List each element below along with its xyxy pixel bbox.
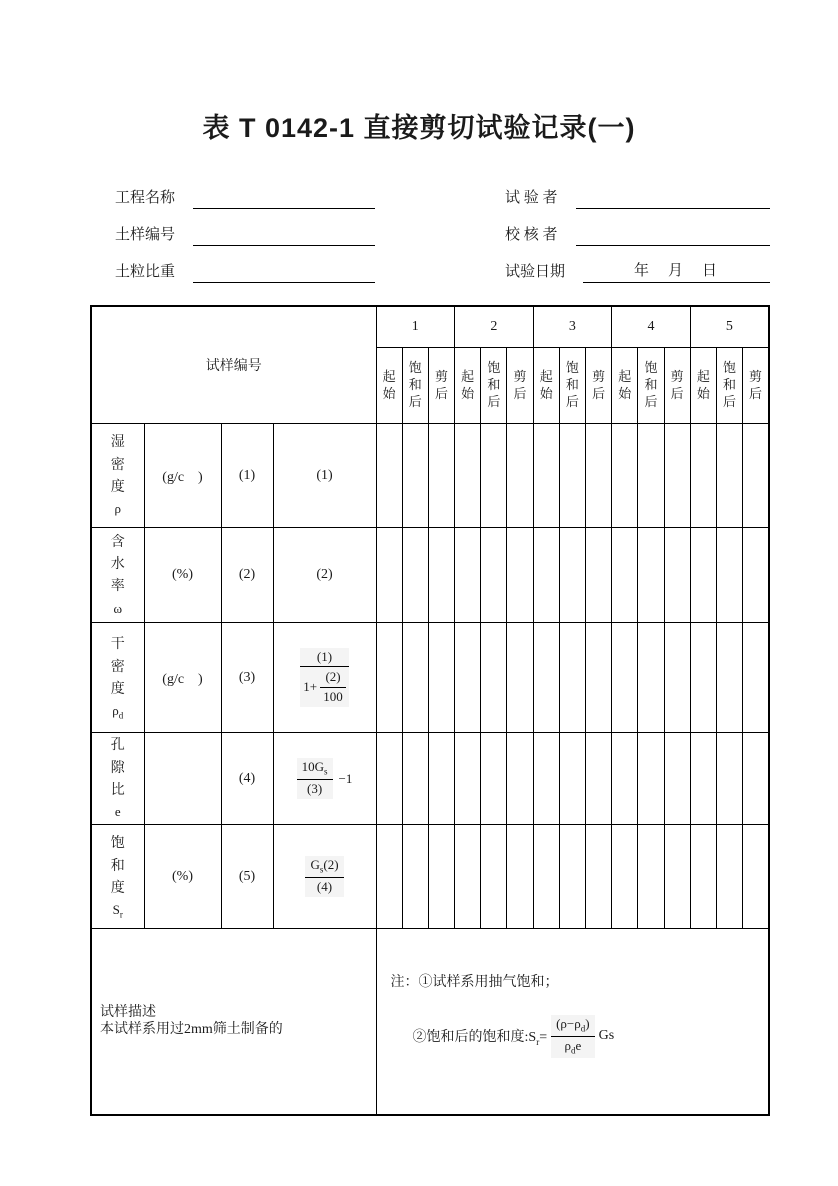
data-cell xyxy=(586,528,612,623)
sample-description-text: 本试样系用过2mm筛土制备的 xyxy=(100,1021,283,1037)
data-cell xyxy=(690,623,716,733)
data-cell xyxy=(507,623,533,733)
data-cell xyxy=(481,424,507,528)
data-cell xyxy=(612,424,638,528)
field-test-date xyxy=(505,246,770,283)
row-number-cell: (1) xyxy=(221,424,273,528)
formula-cell: (1) xyxy=(273,424,376,528)
data-cell xyxy=(507,528,533,623)
data-cell xyxy=(507,424,533,528)
data-cell xyxy=(743,424,769,528)
data-cell xyxy=(455,623,481,733)
stage-header-initial: 起始 xyxy=(690,348,716,424)
shear-test-table xyxy=(90,305,770,1116)
formula-cell: (2) xyxy=(273,528,376,623)
data-cell xyxy=(690,733,716,825)
row-number-cell: (5) xyxy=(221,825,273,929)
data-cell xyxy=(402,528,428,623)
data-cell xyxy=(559,825,585,929)
data-cell xyxy=(716,424,742,528)
data-cell xyxy=(376,528,402,623)
saturation-note-formula: $\frac{(\rho-\rho_d)}{\rho_de}$ xyxy=(551,1015,594,1058)
data-cell xyxy=(690,424,716,528)
sample-number-header: 试样编号 xyxy=(91,306,376,424)
row-number-cell: (2) xyxy=(221,528,273,623)
row-number-cell: (4) xyxy=(221,733,273,825)
data-cell xyxy=(612,623,638,733)
stage-header-saturated: 饱和后 xyxy=(481,348,507,424)
data-cell xyxy=(638,623,664,733)
data-cell xyxy=(428,623,454,733)
data-cell xyxy=(376,623,402,733)
note-line-2: ②饱和后的饱和度$:S_r=$ $\frac{(\rho-\rho_d)}{\rho_de}$ Gs xyxy=(413,1015,769,1058)
data-cell xyxy=(533,623,559,733)
data-cell xyxy=(716,623,742,733)
data-cell xyxy=(481,825,507,929)
data-cell xyxy=(376,424,402,528)
data-cell xyxy=(428,528,454,623)
group-header-2: 2 xyxy=(455,306,534,348)
formula-cell xyxy=(273,825,376,929)
data-cell xyxy=(559,623,585,733)
data-cell xyxy=(559,424,585,528)
data-cell xyxy=(559,733,585,825)
data-cell xyxy=(586,733,612,825)
data-cell xyxy=(455,424,481,528)
row-label-void-ratio: 孔隙比 e xyxy=(91,733,144,825)
header-fields-right xyxy=(505,172,770,283)
data-cell xyxy=(638,825,664,929)
stage-header-initial: 起始 xyxy=(376,348,402,424)
data-cell xyxy=(481,733,507,825)
data-cell xyxy=(402,825,428,929)
sample-description-cell xyxy=(91,929,376,1116)
notes-cell xyxy=(376,929,769,1116)
dry-density-formula: (1) 1+ $\frac{(2)}{100}$ xyxy=(300,648,349,707)
row-label-wet-density: 湿密度 ρ xyxy=(91,424,144,528)
unit-cell: (g/c ) xyxy=(144,424,221,528)
data-cell xyxy=(612,528,638,623)
formula-cell xyxy=(273,623,376,733)
stage-header-saturated: 饱和后 xyxy=(638,348,664,424)
data-cell xyxy=(559,528,585,623)
group-header-5: 5 xyxy=(690,306,769,348)
data-cell xyxy=(743,623,769,733)
table-header-groups xyxy=(91,306,769,348)
unit-cell: (%) xyxy=(144,825,221,929)
data-cell xyxy=(402,424,428,528)
data-cell xyxy=(455,825,481,929)
data-cell xyxy=(690,528,716,623)
data-cell xyxy=(402,733,428,825)
field-label: 试验日期 xyxy=(505,264,566,280)
field-tester xyxy=(505,172,770,209)
header-fields xyxy=(90,172,770,283)
saturation-formula: $\frac{G_s(2)}{(4)}$ xyxy=(305,856,343,896)
data-cell xyxy=(428,733,454,825)
data-cell xyxy=(664,825,690,929)
field-label: 土样编号 xyxy=(115,227,176,243)
field-blank-line xyxy=(193,279,375,283)
header-fields-left xyxy=(90,172,375,283)
data-cell xyxy=(533,528,559,623)
group-header-3: 3 xyxy=(533,306,612,348)
field-label: 工程名称 xyxy=(115,190,176,206)
data-cell xyxy=(638,733,664,825)
field-specific-gravity xyxy=(90,246,375,283)
data-cell xyxy=(612,825,638,929)
field-project-name xyxy=(90,172,375,209)
unit-cell xyxy=(144,733,221,825)
data-cell xyxy=(402,623,428,733)
row-water-content xyxy=(91,528,769,623)
field-label: 土粒比重 xyxy=(115,264,176,280)
row-label-water-content: 含水率 ω xyxy=(91,528,144,623)
stage-header-initial: 起始 xyxy=(612,348,638,424)
data-cell xyxy=(533,424,559,528)
field-checker xyxy=(505,209,770,246)
data-cell xyxy=(376,825,402,929)
row-wet-density xyxy=(91,424,769,528)
data-cell xyxy=(743,528,769,623)
data-cell xyxy=(455,528,481,623)
group-header-1: 1 xyxy=(376,306,455,348)
data-cell xyxy=(638,528,664,623)
row-number-cell: (3) xyxy=(221,623,273,733)
group-header-4: 4 xyxy=(612,306,691,348)
data-cell xyxy=(533,825,559,929)
data-cell xyxy=(481,528,507,623)
stage-header-saturated: 饱和后 xyxy=(402,348,428,424)
data-cell xyxy=(507,733,533,825)
row-dry-density xyxy=(91,623,769,733)
row-void-ratio xyxy=(91,733,769,825)
data-cell xyxy=(743,825,769,929)
data-cell xyxy=(586,825,612,929)
data-cell xyxy=(533,733,559,825)
data-cell xyxy=(455,733,481,825)
unit-cell: (g/c ) xyxy=(144,623,221,733)
row-label-saturation: 饱和度 $S_r$ xyxy=(91,825,144,929)
row-saturation xyxy=(91,825,769,929)
data-cell xyxy=(716,825,742,929)
stage-header-sheared: 剪后 xyxy=(664,348,690,424)
data-cell xyxy=(612,733,638,825)
stage-header-sheared: 剪后 xyxy=(428,348,454,424)
row-label-dry-density: 干密度 $\rho_d$ xyxy=(91,623,144,733)
data-cell xyxy=(481,623,507,733)
field-label: 试 验 者 xyxy=(505,190,558,206)
field-sample-number xyxy=(90,209,375,246)
stage-header-saturated: 饱和后 xyxy=(559,348,585,424)
data-cell xyxy=(716,733,742,825)
data-cell xyxy=(376,733,402,825)
data-cell xyxy=(743,733,769,825)
formula-cell: $\frac{10G_s}{(3)}$ −1 xyxy=(273,733,376,825)
stage-header-initial: 起始 xyxy=(455,348,481,424)
void-ratio-formula: $\frac{10G_s}{(3)}$ xyxy=(297,758,333,798)
data-cell xyxy=(428,424,454,528)
field-label: 校 核 者 xyxy=(505,227,558,243)
data-cell xyxy=(428,825,454,929)
data-cell xyxy=(716,528,742,623)
data-cell xyxy=(664,424,690,528)
note-line-1: 注：①试样系用抽气饱和； xyxy=(390,975,559,990)
data-cell xyxy=(664,528,690,623)
stage-header-sheared: 剪后 xyxy=(743,348,769,424)
data-cell xyxy=(664,623,690,733)
data-cell xyxy=(586,623,612,733)
page-title: 表 T 0142-1 直接剪切试验记录(一) xyxy=(202,113,636,143)
stage-header-sheared: 剪后 xyxy=(507,348,533,424)
table-footer xyxy=(91,929,769,1116)
unit-cell: (%) xyxy=(144,528,221,623)
data-cell xyxy=(507,825,533,929)
sample-description-title: 试样描述 xyxy=(100,1005,156,1021)
data-cell xyxy=(638,424,664,528)
data-cell xyxy=(664,733,690,825)
field-date-line: 年 月 日 xyxy=(583,264,770,283)
data-cell xyxy=(690,825,716,929)
stage-header-saturated: 饱和后 xyxy=(716,348,742,424)
data-cell xyxy=(586,424,612,528)
stage-header-initial: 起始 xyxy=(533,348,559,424)
stage-header-sheared: 剪后 xyxy=(586,348,612,424)
